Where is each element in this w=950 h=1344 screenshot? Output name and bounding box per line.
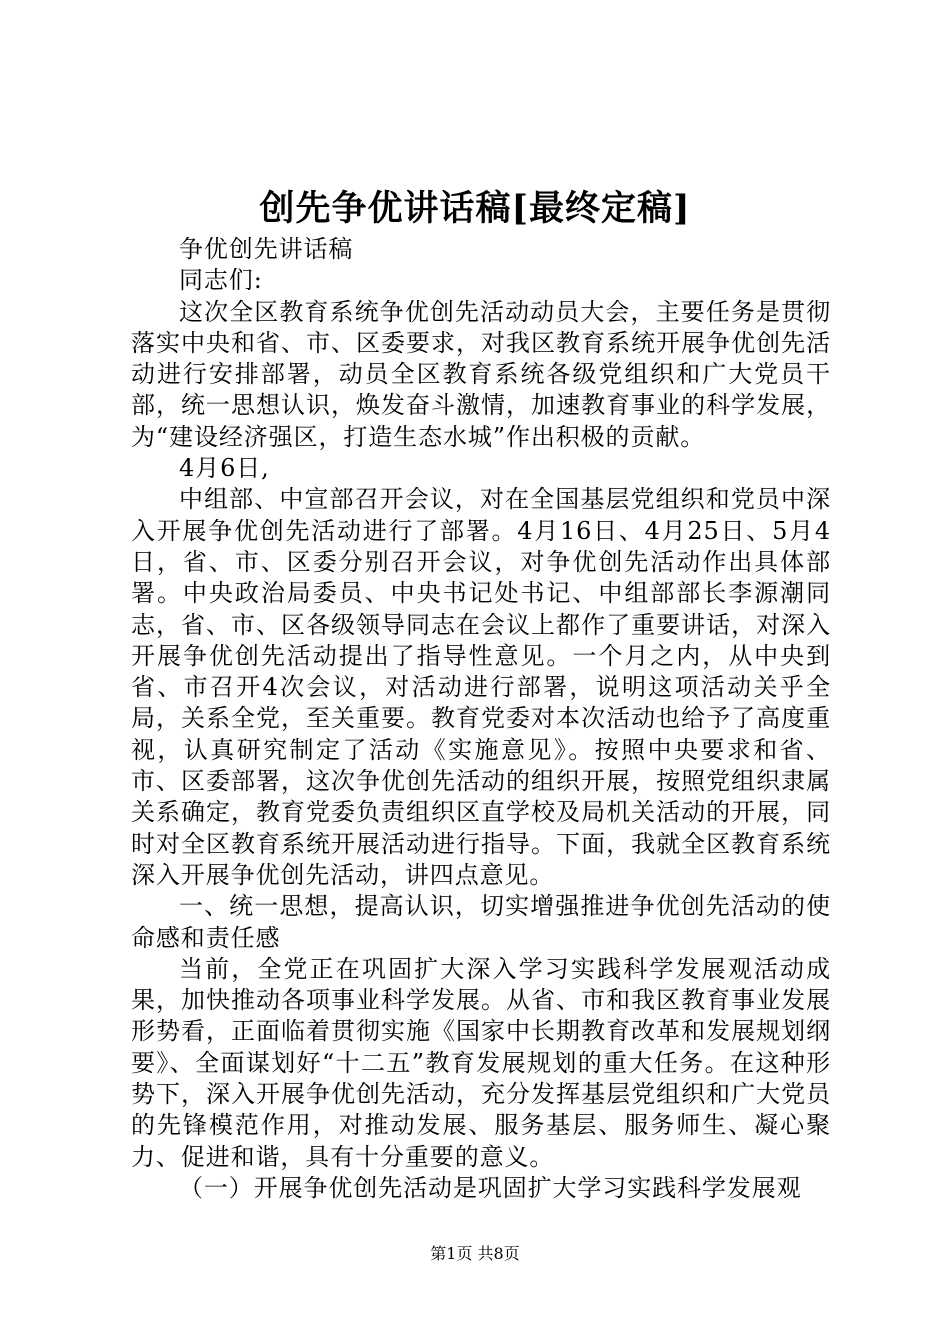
subsection-heading: （一）开展争优创先活动是巩固扩大学习实践科学发展观 [179, 1173, 802, 1202]
section-heading: 一、统一思想，提高认识，切实增强推进争优创先活动的使命感和责任感 [131, 892, 831, 952]
page-number-footer: 第1页 共8页 [430, 1244, 520, 1263]
paragraph: 4月6日, [179, 454, 270, 483]
document-title: 创先争优讲话稿[最终定稿] [259, 188, 691, 229]
document-body [131, 234, 831, 1204]
paragraph: 中组部、中宣部召开会议，对在全国基层党组织和党员中深入开展争优创先活动进行了部署。4月16日、4月25日、5月4日，省、市、区委分别召开会议，对争优创先活动作出具体部署。中央政治局委员、中央书记处书记、中组部部长李源潮同志，省、市、区各级领导同志在会议上都作了重要讲话，对深入开展争优创先活动提出了指导性意见。一个月之内，从中央到省、市召开4次会议，对活动进行部署，说明这项活动关乎全局，关系全党，至关重要。教育党委对本次活动也给予了高度重视，认真研究制定了活动《实施意见》。按照中央要求和省、市、区委部署，这次争优创先活动的组织开展，按照党组织隶属关系确定，教育党委负责组织区直学校及局机关活动的开展，同时对全区教育系统开展活动进行指导。下面，我就全区教育系统深入开展争优创先活动，讲四点意见。 [131, 485, 831, 889]
paragraph-salutation: 同志们: [179, 266, 263, 295]
paragraph: 当前，全党正在巩固扩大深入学习实践科学发展观活动成果，加快推动各项事业科学发展。从省、市和我区教育事业发展形势看，正面临着贯彻实施《国家中长期教育改革和发展规划纲要》、全面谋划好“十二五”教育发展规划的重大任务。在这种形势下，深入开展争优创先活动，充分发挥基层党组织和广大党员的先锋模范作用，对推动发展、服务基层、服务师生、凝心聚力、促进和谐，具有十分重要的意义。 [131, 954, 831, 1171]
paragraph: 这次全区教育系统争优创先活动动员大会，主要任务是贯彻落实中央和省、市、区委要求，对我区教育系统开展争优创先活动进行安排部署，动员全区教育系统各级党组织和广大党员干部，统一思想认识，焕发奋斗激情，加速教育事业的科学发展，为“建设经济强区，打造生态水城”作出积极的贡献。 [131, 297, 831, 451]
paragraph-subtitle: 争优创先讲话稿 [179, 235, 354, 263]
